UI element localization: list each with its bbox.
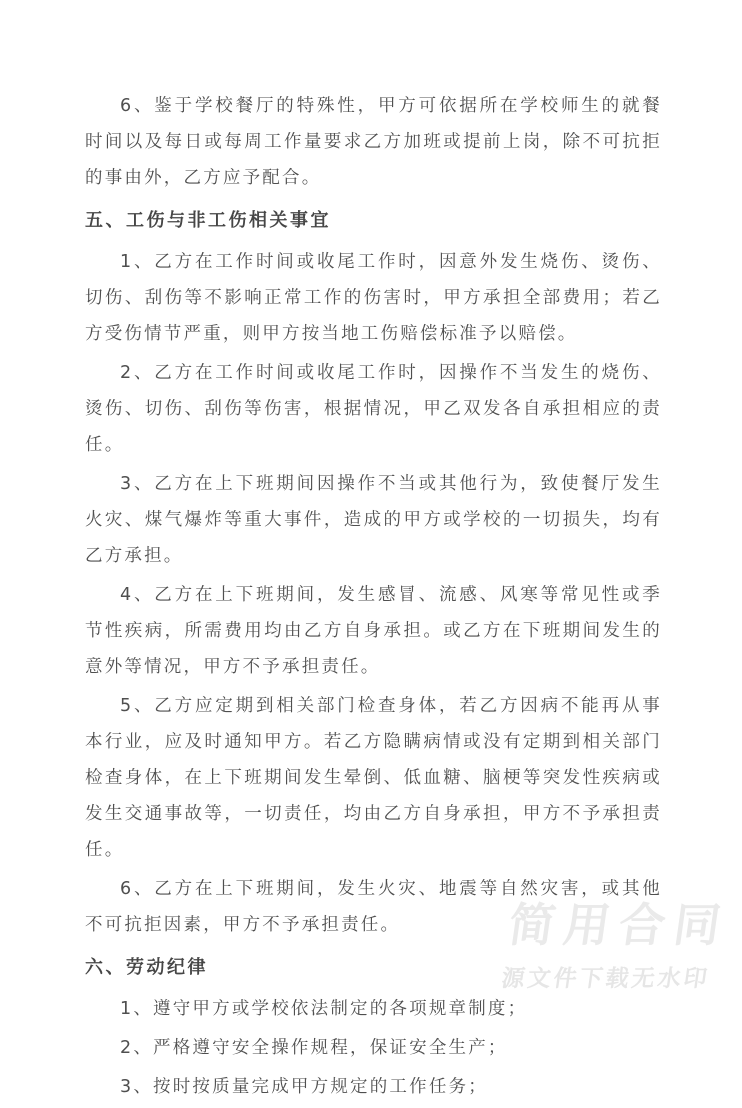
injury-clause-6: 6、乙方在上下班期间，发生火灾、地震等自然灾害，或其他不可抗拒因素，甲方不予承担责任。 xyxy=(85,879,662,935)
contract-body xyxy=(85,88,662,1108)
discipline-clause-2: 2、严格遵守安全操作规程，保证安全生产； xyxy=(120,1038,508,1058)
contract-clause-carryover: 6、鉴于学校餐厅的特殊性，甲方可依据所在学校师生的就餐时间以及每日或每周工作量要求乙方加班或提前上岗，除不可抗拒的事由外，乙方应予配合。 xyxy=(85,96,662,188)
section-heading-injury: 五、工伤与非工伤相关事宜 xyxy=(85,210,331,231)
injury-clause-3: 3、乙方在上下班期间因操作不当或其他行为，致使餐厅发生火灾、煤气爆炸等重大事件，造成的甲方或学校的一切损失，均有乙方承担。 xyxy=(85,474,662,566)
discipline-clause-3: 3、按时按质量完成甲方规定的工作任务； xyxy=(120,1077,488,1097)
injury-clause-1: 1、乙方在工作时间或收尾工作时，因意外发生烧伤、烫伤、切伤、刮伤等不影响正常工作的伤害时，甲方承担全部费用；若乙方受伤情节严重，则甲方按当地工伤赔偿标准予以赔偿。 xyxy=(85,252,662,344)
injury-clause-4: 4、乙方在上下班期间，发生感冒、流感、风寒等常见性或季节性疾病，所需费用均由乙方自身承担。或乙方在下班期间发生的意外等情况，甲方不予承担责任。 xyxy=(85,585,662,677)
watermark-title: 简用合同 xyxy=(505,898,733,952)
watermark-subtitle: 源文件下载无水印 xyxy=(499,966,712,992)
injury-clause-5: 5、乙方应定期到相关部门检查身体，若乙方因病不能再从事本行业，应及时通知甲方。若乙方隐瞒病情或没有定期到相关部门检查身体，在上下班期间发生晕倒、低血糖、脑梗等突发性疾病或发生交通事故等，一切责任，均由乙方自身承担，甲方不予承担责任。 xyxy=(85,696,662,860)
discipline-clause-1: 1、遵守甲方或学校依法制定的各项规章制度； xyxy=(120,999,528,1019)
injury-clause-2: 2、乙方在工作时间或收尾工作时，因操作不当发生的烧伤、烫伤、切伤、刮伤等伤害，根据情况，甲乙双发各自承担相应的责任。 xyxy=(85,363,662,455)
section-heading-discipline: 六、劳动纪律 xyxy=(85,957,208,978)
